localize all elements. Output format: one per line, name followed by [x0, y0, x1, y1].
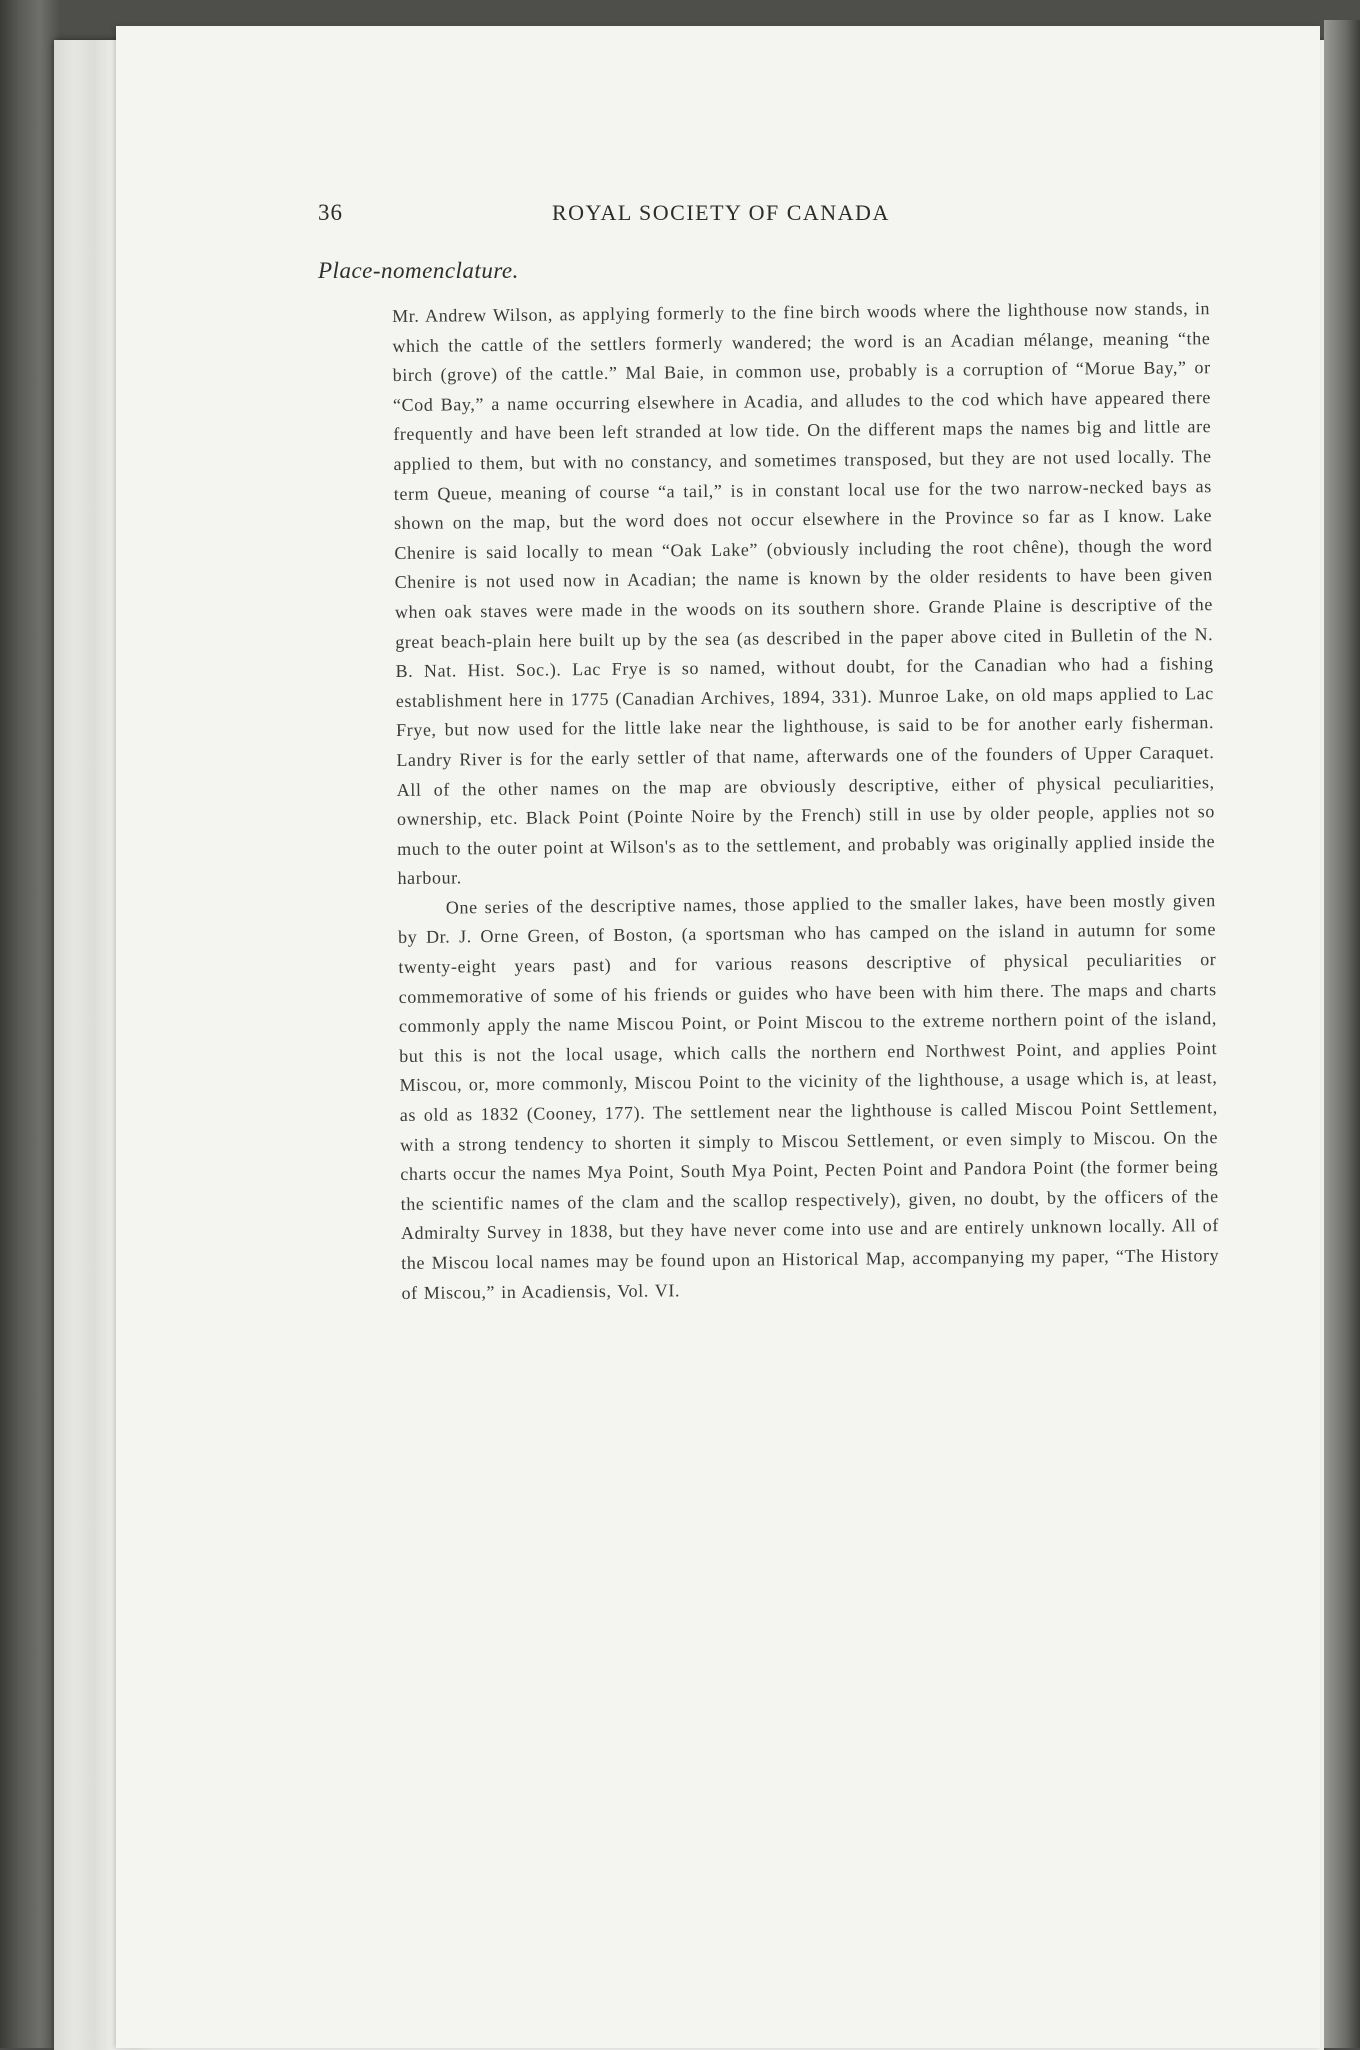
- paragraph-2: One series of the descriptive names, those applied to the smaller lakes, have been mostly given by Dr. J. Orne Green, of Boston, (a sportsman who has camped on the island in autumn for some twenty-eight years past) and for various reasons descriptive of physical peculiarities or commemorative of some of his friends or guides who have been with him there. The maps and charts commonly apply the name Miscou Point, or Point Miscou to the extreme northern point of the island, but this is not the local usage, which calls the northern end Northwest Point, and applies Point Miscou, or, more commonly, Miscou Point to the vicinity of the lighthouse, a usage which is, at least, as old as 1832 (Cooney, 177). The settlement near the lighthouse is called Miscou Point Settlement, with a strong tendency to shorten it simply to Miscou Settlement, or even simply to Miscou. On the charts occur the names Mya Point, South Mya Point, Pecten Point and Pandora Point (the former being the scientific names of the clam and the scallop respectively), given, no doubt, by the officers of the Admiralty Survey in 1838, but they have never come into use and are entirely unknown locally. All of the Miscou local names may be found upon an Historical Map, accompanying my paper, “The History of Miscou,” in Acadiensis, Vol. VI.: [398, 889, 1220, 1303]
- paragraph-1: Mr. Andrew Wilson, as applying formerly to the fine birch woods where the lighthouse now stands, in which the cattle of the settlers formerly wandered; the word is an Acadian mélange, meaning “the birch (grove) of the cattle.” Mal Baie, in common use, probably is a corruption of “Morue Bay,” or “Cod Bay,” a name occurring elsewhere in Acadia, and alludes to the cod which have appeared there frequently and have been left stranded at low tide. On the different maps the names big and little are applied to them, but with no constancy, and sometimes transposed, but they are not used locally. The term Queue, meaning of course “a tail,” is in constant local use for the two narrow-necked bays as shown on the map, but the word does not occur elsewhere in the Province so far as I know. Lake Chenire is said locally to mean “Oak Lake” (obviously including the root chêne), though the word Chenire is not used now in Acadian; the name is known by the older residents to have been given when oak staves were made in the woods on its southern shore. Grande Plaine is descriptive of the great beach-plain here built up by the sea (as described in the paper above cited in Bulletin of the N. B. Nat. Hist. Soc.). Lac Frye is so named, without doubt, for the Canadian who had a fishing establishment here in 1775 (Canadian Archives, 1894, 331). Munroe Lake, on old maps applied to Lac Frye, but now used for the little lake near the lighthouse, is said to be for another early fisherman. Landry River is for the early settler of that name, afterwards one of the founders of Upper Caraquet. All of the other names on the map are obviously descriptive, either of physical peculiarities, ownership, etc. Black Point (Pointe Noire by the French) still in use by older people, applies not so much to the outer point at Wilson's as to the settlement, and probably was originally applied inside the harbour.: [392, 298, 1216, 889]
- page-number: 36: [318, 200, 343, 225]
- book-right-edge: [1324, 20, 1360, 2048]
- body-text: [392, 294, 1220, 1308]
- section-title: Place-nomenclature.: [318, 258, 519, 283]
- running-head: ROYAL SOCIETY OF CANADA: [552, 200, 890, 225]
